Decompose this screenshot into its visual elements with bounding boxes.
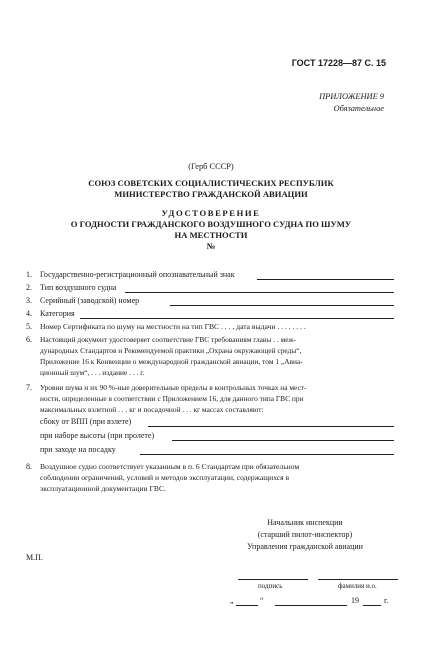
appendix-label: ПРИЛОЖЕНИЕ 9 <box>319 92 384 101</box>
item-4-fill-line[interactable] <box>80 318 394 319</box>
org-line-1: СОЮЗ СОВЕТСКИХ СОЦИАЛИСТИЧЕСКИХ РЕСПУБЛИК <box>88 178 334 188</box>
name-caption: фамилия и.о. <box>338 582 377 590</box>
org-line-2: МИНИСТЕРСТВО ГРАЖДАНСКОЙ АВИАЦИИ <box>114 189 308 199</box>
certificate-title: УДОСТОВЕРЕНИЕ <box>161 208 261 218</box>
date-day-line[interactable] <box>236 605 258 606</box>
item-4-label: Категория <box>40 309 75 318</box>
item-number: 1. <box>26 270 32 279</box>
item-2-label: Тип воздушного судна <box>40 283 117 292</box>
item-2-fill-line[interactable] <box>125 292 394 293</box>
item-3-fill-line[interactable] <box>170 305 394 306</box>
date-year-suffix: г. <box>384 596 389 605</box>
item-8-line-3: эксплуатационной документации ГВС. <box>40 484 166 493</box>
name-line[interactable] <box>318 579 398 580</box>
signature-caption: подпись <box>258 582 283 590</box>
signatory-office: Управления гражданской авиации <box>247 542 363 551</box>
noise-flyover-fill-line[interactable] <box>172 440 394 441</box>
signature-line[interactable] <box>238 579 308 580</box>
coat-of-arms-caption: (Герб СССР) <box>188 162 234 171</box>
stamp-place-label: М.П. <box>26 553 43 562</box>
date-open-quote: „ <box>230 596 234 605</box>
date-year-line[interactable] <box>363 605 381 606</box>
noise-approach-fill-line[interactable] <box>140 454 394 455</box>
item-6-line-4: ционный шум“, . . . издание . . . г. <box>40 368 145 377</box>
signatory-subtitle: (старший пилот-инспектор) <box>257 530 353 539</box>
certificate-subtitle-1: О ГОДНОСТИ ГРАЖДАНСКОГО ВОЗДУШНОГО СУДНА ПО ШУМУ <box>70 219 352 229</box>
item-6-line-3: Приложение 16 к Конвенции о международной гражданской авиации, том 1 „Авиа- <box>40 357 303 366</box>
item-1-fill-line[interactable] <box>257 279 394 280</box>
item-number: 4. <box>26 309 32 318</box>
item-number: 8. <box>26 462 32 471</box>
date-year-prefix: 19 <box>351 596 359 605</box>
signatory-title: Начальник инспекции <box>267 518 343 527</box>
item-7-line-1: Уровни шума и их 90 %-ные доверительные пределы в контрольных точках на мест- <box>40 383 307 392</box>
item-3-label: Серийный (заводской) номер <box>40 296 140 305</box>
item-number: 5. <box>26 322 32 331</box>
item-number: 7. <box>26 383 32 392</box>
item-6-line-2: дународных Стандартов и Рекомендуемой практики „Охрана окружающей среды“, <box>40 346 302 355</box>
item-8-line-1: Воздушное судно соответствует указанным в п. 6 Стандартам при обязательном <box>40 462 300 471</box>
date-close-quote: “ <box>260 596 264 605</box>
noise-sideline-fill-line[interactable] <box>148 426 394 427</box>
item-number: 3. <box>26 296 32 305</box>
item-number: 2. <box>26 283 32 292</box>
noise-point-sideline: сбоку от ВПП (при взлете) <box>40 417 132 426</box>
item-8-line-2: соблюдении ограничений, условий и методов эксплуатации, содержащихся в <box>40 473 290 482</box>
appendix-status: Обязательное <box>333 104 384 113</box>
noise-point-flyover: при наборе высоты (при пролете) <box>40 431 155 440</box>
item-1-label: Государственно-регистрационный опознавательный знак <box>40 270 235 279</box>
date-month-line[interactable] <box>275 605 347 606</box>
item-number: 6. <box>26 335 32 344</box>
item-6-line-1: Настоящий документ удостоверяет соответствие ГВС требованиям главы . . меж- <box>40 335 297 344</box>
item-7-line-2: ности, определенные в соответствии с Приложением 16, для данного типа ГВС при <box>40 394 304 403</box>
noise-point-approach: при заходе на посадку <box>40 445 116 454</box>
certificate-number: № <box>206 241 216 251</box>
item-7-line-3: максимальных взлетной . . . кг и посадочной . . . кг массах составляют: <box>40 405 264 414</box>
certificate-subtitle-2: НА МЕСТНОСТИ <box>174 230 248 240</box>
item-5-label: Номер Сертификата по шуму на местности на тип ГВС . . . , дата выдачи . . . . . . . . <box>40 322 306 331</box>
standard-header: ГОСТ 17228—87 С. 15 <box>291 58 386 68</box>
